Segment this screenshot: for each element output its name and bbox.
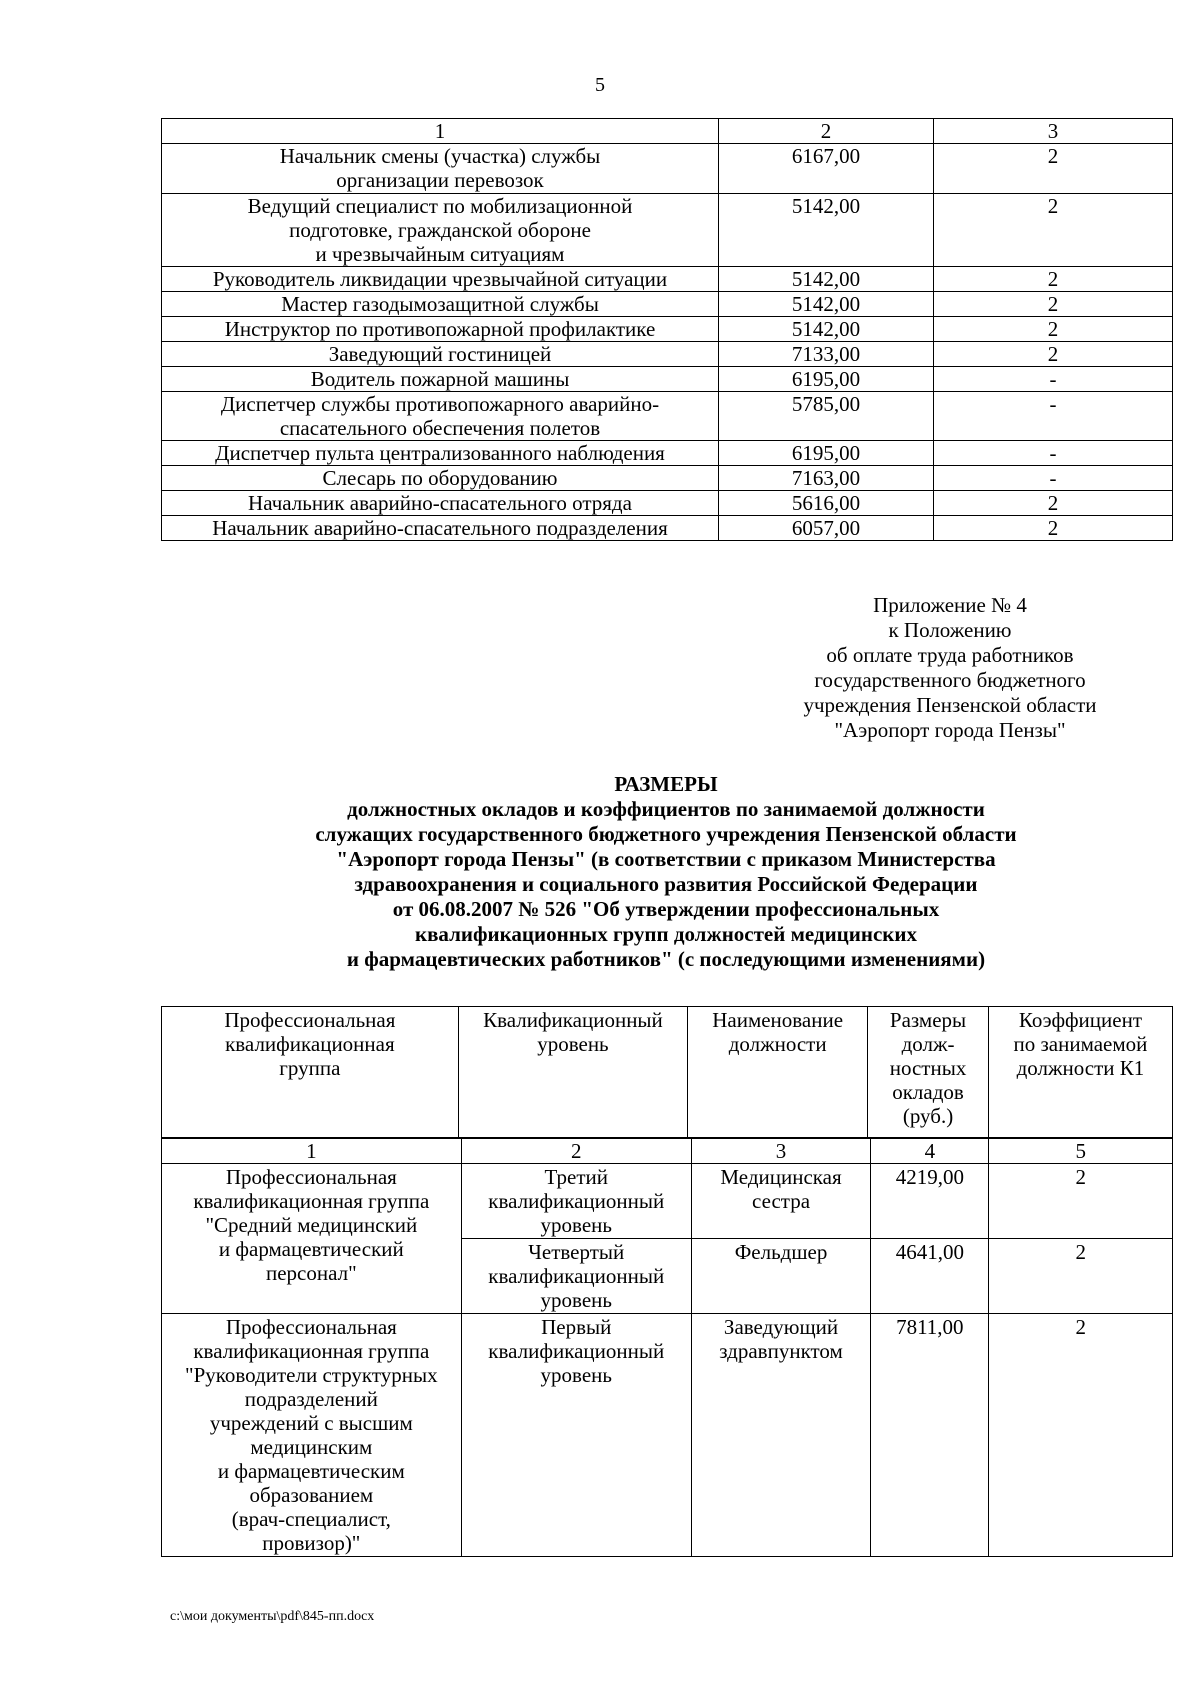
table-row [162,491,1173,516]
index-cell: 1 [162,1139,462,1164]
salary-table [161,1138,1173,1557]
position-cell: Руководитель ликвидации чрезвычайной ситуации [162,267,719,292]
header-cell: 1 [162,119,719,144]
salary-cell: 5142,00 [719,267,934,292]
title-line: квалификационных групп должностей медицинских [414,922,917,946]
position-cell: Начальник аварийно-спасательного подразделения [162,516,719,541]
table-row [162,1314,1173,1557]
index-cell: 4 [871,1139,989,1164]
position-cell: Диспетчер службы противопожарного аварийно- спасательного обеспечения полетов [162,392,719,441]
title-line: РАЗМЕРЫ [614,772,718,796]
position-cell: Заведующий здравпунктом [691,1314,870,1557]
coef-cell: - [934,392,1173,441]
table-header-row [162,119,1173,144]
table-row [162,1164,1173,1239]
salary-cell: 7811,00 [871,1314,989,1557]
header-cell: Размеры долж- ностных окладов (руб.) [868,1007,989,1138]
appendix-line: об оплате труда работников [826,643,1074,667]
table-row [162,144,1173,194]
header-cell: Наименование должности [688,1007,868,1138]
salary-cell: 5142,00 [719,194,934,267]
table-row [162,292,1173,317]
coef-cell: - [934,367,1173,392]
salary-cell: 7133,00 [719,342,934,367]
level-cell: Четвертый квалификационный уровень [461,1239,691,1314]
title-line: здравоохранения и социального развития Российской Федерации [354,872,978,896]
position-cell: Начальник смены (участка) службы организации перевозок [162,144,719,194]
coef-cell: 2 [934,144,1173,194]
coef-cell: 2 [934,317,1173,342]
table-header-row [162,1007,1173,1138]
table-row [162,466,1173,491]
table-row [162,441,1173,466]
coef-cell: 2 [934,516,1173,541]
position-cell: Слесарь по оборудованию [162,466,719,491]
coef-cell: 2 [934,491,1173,516]
position-cell: Медицинская сестра [691,1164,870,1239]
appendix-note [730,593,1170,743]
coef-cell: - [934,466,1173,491]
salary-cell: 5142,00 [719,317,934,342]
salary-cell: 4641,00 [871,1239,989,1314]
header-cell: 2 [719,119,934,144]
file-path-footer: c:\мои документы\pdf\845-пп.docx [170,1609,375,1624]
index-cell: 2 [461,1139,691,1164]
salary-cell: 5785,00 [719,392,934,441]
salary-cell: 5616,00 [719,491,934,516]
table-row [162,392,1173,441]
header-cell: 3 [934,119,1173,144]
group-name-cell: Профессиональная квалификационная группа "Руководители структурных подразделений учреждений с высшим медицинским и фармацевтическим образованием (врач-специалист, провизор)" [162,1314,462,1557]
title-line: должностных окладов и коэффициентов по занимаемой должности [347,797,985,821]
positions-table [161,118,1173,541]
position-cell: Диспетчер пульта централизованного наблюдения [162,441,719,466]
coef-cell: - [934,441,1173,466]
header-cell: Коэффициент по занимаемой должности К1 [988,1007,1172,1138]
level-cell: Третий квалификационный уровень [461,1164,691,1239]
coef-cell: 2 [934,342,1173,367]
header-cell: Профессиональная квалификационная группа [162,1007,459,1138]
title-line: "Аэропорт города Пензы" (в соответствии с приказом Министерства [336,847,996,871]
level-cell: Первый квалификационный уровень [461,1314,691,1557]
position-cell: Заведующий гостиницей [162,342,719,367]
position-cell: Инструктор по противопожарной профилактике [162,317,719,342]
coef-cell: 2 [934,267,1173,292]
position-cell: Начальник аварийно-спасательного отряда [162,491,719,516]
table-row [162,516,1173,541]
appendix-line: учреждения Пензенской области [803,693,1097,717]
table-row [162,367,1173,392]
table-index-row [162,1139,1173,1164]
salary-cell: 6057,00 [719,516,934,541]
salary-cell: 6167,00 [719,144,934,194]
title-line: служащих государственного бюджетного учреждения Пензенской области [315,822,1017,846]
position-cell: Фельдшер [691,1239,870,1314]
salary-cell: 6195,00 [719,441,934,466]
table-row [162,194,1173,267]
table-row [162,267,1173,292]
coef-cell: 2 [934,292,1173,317]
coef-cell: 2 [989,1164,1173,1239]
position-cell: Ведущий специалист по мобилизационной подготовке, гражданской обороне и чрезвычайным ситуациям [162,194,719,267]
coef-cell: 2 [934,194,1173,267]
salary-cell: 4219,00 [871,1164,989,1239]
appendix-line: государственного бюджетного [814,668,1086,692]
salary-cell: 5142,00 [719,292,934,317]
appendix-line: "Аэропорт города Пензы" [834,718,1066,742]
table-row [162,317,1173,342]
header-cell: Квалификационный уровень [458,1007,687,1138]
salary-table-header [161,1006,1173,1138]
index-cell: 5 [989,1139,1173,1164]
title-line: от 06.08.2007 № 526 "Об утверждении профессиональных [392,897,940,921]
coef-cell: 2 [989,1314,1173,1557]
salary-cell: 7163,00 [719,466,934,491]
document-title [160,772,1172,972]
appendix-line: Приложение № 4 [873,593,1027,617]
salary-cell: 6195,00 [719,367,934,392]
page-number: 5 [595,74,605,96]
position-cell: Водитель пожарной машины [162,367,719,392]
appendix-line: к Положению [888,618,1012,642]
title-line: и фармацевтических работников" (с последующими изменениями) [346,947,986,971]
index-cell: 3 [691,1139,870,1164]
coef-cell: 2 [989,1239,1173,1314]
group-name-cell: Профессиональная квалификационная группа "Средний медицинский и фармацевтический персонал" [162,1164,462,1314]
table-row [162,342,1173,367]
position-cell: Мастер газодымозащитной службы [162,292,719,317]
